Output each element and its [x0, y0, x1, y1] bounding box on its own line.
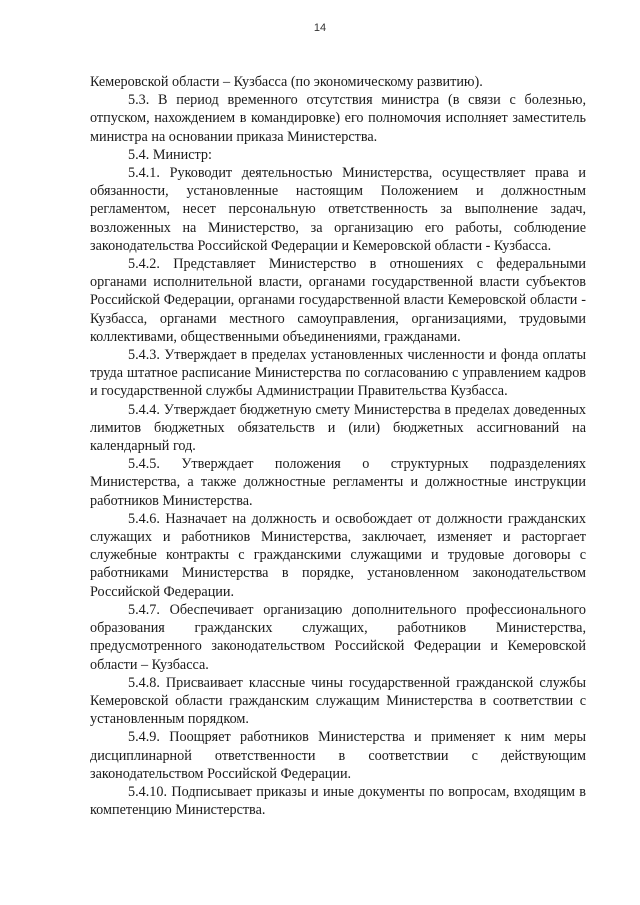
paragraph-5-4-4: 5.4.4. Утверждает бюджетную смету Министерства в пределах доведенных лимитов бюджетных обязательств и (или) бюджетных ассигнований на календарный год. — [90, 401, 586, 455]
paragraph-5-4-6: 5.4.6. Назначает на должность и освобождает от должности гражданских служащих и работников Министерства, заключает, изменяет и расторгает служебные контракты с гражданскими служащими и трудовые договоры с работниками Министерства в порядке, установленном законодательством Российской Федерации. — [90, 510, 586, 600]
paragraph-5-4-10: 5.4.10. Подписывает приказы и иные документы по вопросам, входящим в компетенцию Министерства. — [90, 783, 586, 819]
paragraph-5-4-5: 5.4.5. Утверждает положения о структурных подразделениях Министерства, а также должностные регламенты и должностные инструкции работников Министерства. — [90, 456, 586, 509]
paragraph-5-4: 5.4. Министр: — [128, 146, 212, 163]
paragraph-5-4-8: 5.4.8. Присваивает классные чины государственной гражданской службы Кемеровской области гражданским служащим Министерства в соответствии с установленным порядком. — [90, 674, 586, 728]
document-body — [90, 73, 586, 819]
paragraph-5-3: 5.3. В период временного отсутствия министра (в связи с болезнью, отпуском, нахождением в командировке) его полномочия исполняет заместитель министра на основании приказа Министерства. — [90, 92, 586, 145]
paragraph-continuation: Кемеровской области – Кузбасса (по экономическому развитию). — [90, 74, 483, 90]
paragraph-5-4-3: 5.4.3. Утверждает в пределах установленных численности и фонда оплаты труда штатное расписание Министерства по согласованию с управлением кадров и государственной службы Администрации Правительства Кузбасса. — [90, 347, 586, 400]
paragraph-5-4-7: 5.4.7. Обеспечивает организацию дополнительного профессионального образования гражданских служащих, работников Министерства, предусмотренного законодательством Российской Федерации и Кемеровской области – Кузбасса. — [90, 601, 586, 673]
paragraph-5-4-9: 5.4.9. Поощряет работников Министерства и применяет к ним меры дисциплинарной ответственности в соответствии с действующим законодательством Российской Федерации. — [90, 729, 586, 782]
paragraph-5-4-2: 5.4.2. Представляет Министерство в отношениях с федеральными органами исполнительной власти, органами государственной власти субъектов Российской Федерации, органами государственной власти Кемеровской области - Кузбасса, органами местного самоуправления, организациями, трудовыми коллективами, общественными объединениями, гражданами. — [90, 256, 586, 345]
paragraph-5-4-1: 5.4.1. Руководит деятельностью Министерства, осуществляет права и обязанности, установленные настоящим Положением и должностным регламентом, несет персональную ответственность за выполнение задач, возложенных на Министерство, за организацию его работы, соблюдение законодательства Российской Федерации и Кемеровской области - Кузбасса. — [90, 165, 586, 254]
page-number: 14 — [313, 22, 327, 34]
